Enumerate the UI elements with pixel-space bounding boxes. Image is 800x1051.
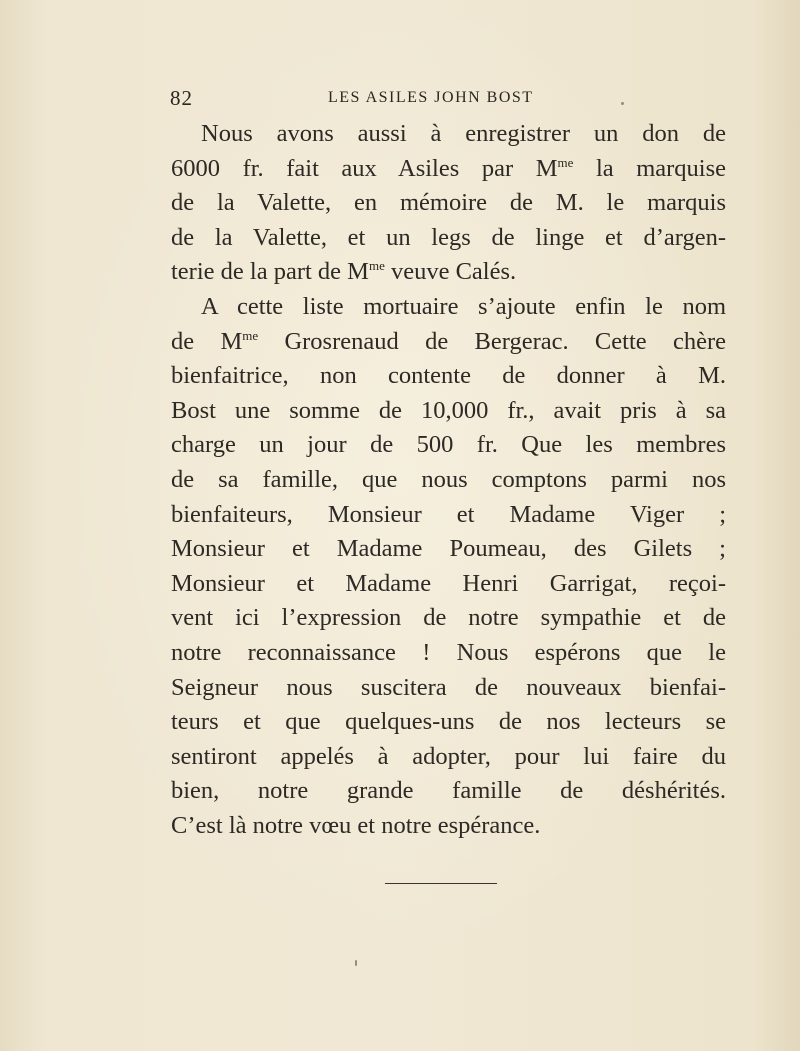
text-line: Monsieur et Madame Poumeau, des Gilets ;	[171, 535, 726, 563]
text-line	[171, 255, 726, 290]
text-span: de M	[171, 327, 243, 355]
text-line: teurs et que quelques-uns de nos lecteurs se	[171, 708, 726, 736]
body-text	[171, 117, 726, 843]
running-title: LES ASILES JOHN BOST	[328, 89, 534, 106]
text-span: Grosrenaud de Bergerac. Cette chère	[258, 327, 726, 355]
text-line: notre reconnaissance ! Nous espérons que le	[171, 638, 726, 666]
text-line: vent ici l’expression de notre sympathie et de	[171, 604, 726, 632]
text-line: Nous avons aussi à enregistrer un don de	[201, 120, 726, 147]
ink-speck	[621, 102, 624, 105]
text-line: de sa famille, que nous comptons parmi nos	[171, 465, 726, 493]
text-line: de la Valette, en mémoire de M. le marquis	[171, 189, 726, 217]
text-line: charge un jour de 500 fr. Que les membres	[171, 431, 726, 459]
text-line: de la Valette, et un legs de linge et d’argen-	[171, 223, 726, 251]
text-line	[171, 152, 726, 187]
text-line: bienfaitrice, non contente de donner à M.	[171, 362, 726, 390]
text-line: Seigneur nous suscitera de nouveaux bienfai-	[171, 673, 726, 701]
text-line: bien, notre grande famille de déshérités.	[171, 777, 726, 805]
page-number: 82	[170, 86, 193, 110]
text-line: A cette liste mortuaire s’ajoute enfin le nom	[201, 292, 726, 320]
superscript: me	[557, 154, 574, 170]
superscript: me	[242, 327, 259, 343]
text-line: Monsieur et Madame Henri Garrigat, reçoi-	[171, 569, 726, 597]
text-span: terie de la part de M	[171, 258, 369, 286]
text-line: Bost une somme de 10,000 fr., avait pris à sa	[171, 396, 726, 424]
text-line: C’est là notre vœu et notre espérance.	[171, 811, 541, 839]
text-line	[171, 325, 726, 360]
running-header	[170, 86, 715, 110]
text-span: la marquise	[573, 154, 726, 182]
superscript: me	[368, 258, 385, 274]
text-line: sentiront appelés à adopter, pour lui faire du	[171, 742, 726, 770]
text-span: 6000 fr. fait aux Asiles par M	[171, 154, 558, 182]
text-line: bienfaiteurs, Monsieur et Madame Viger ;	[171, 500, 726, 528]
ink-speck	[355, 960, 357, 966]
text-span: veuve Calés.	[384, 258, 517, 286]
end-rule	[385, 883, 497, 884]
